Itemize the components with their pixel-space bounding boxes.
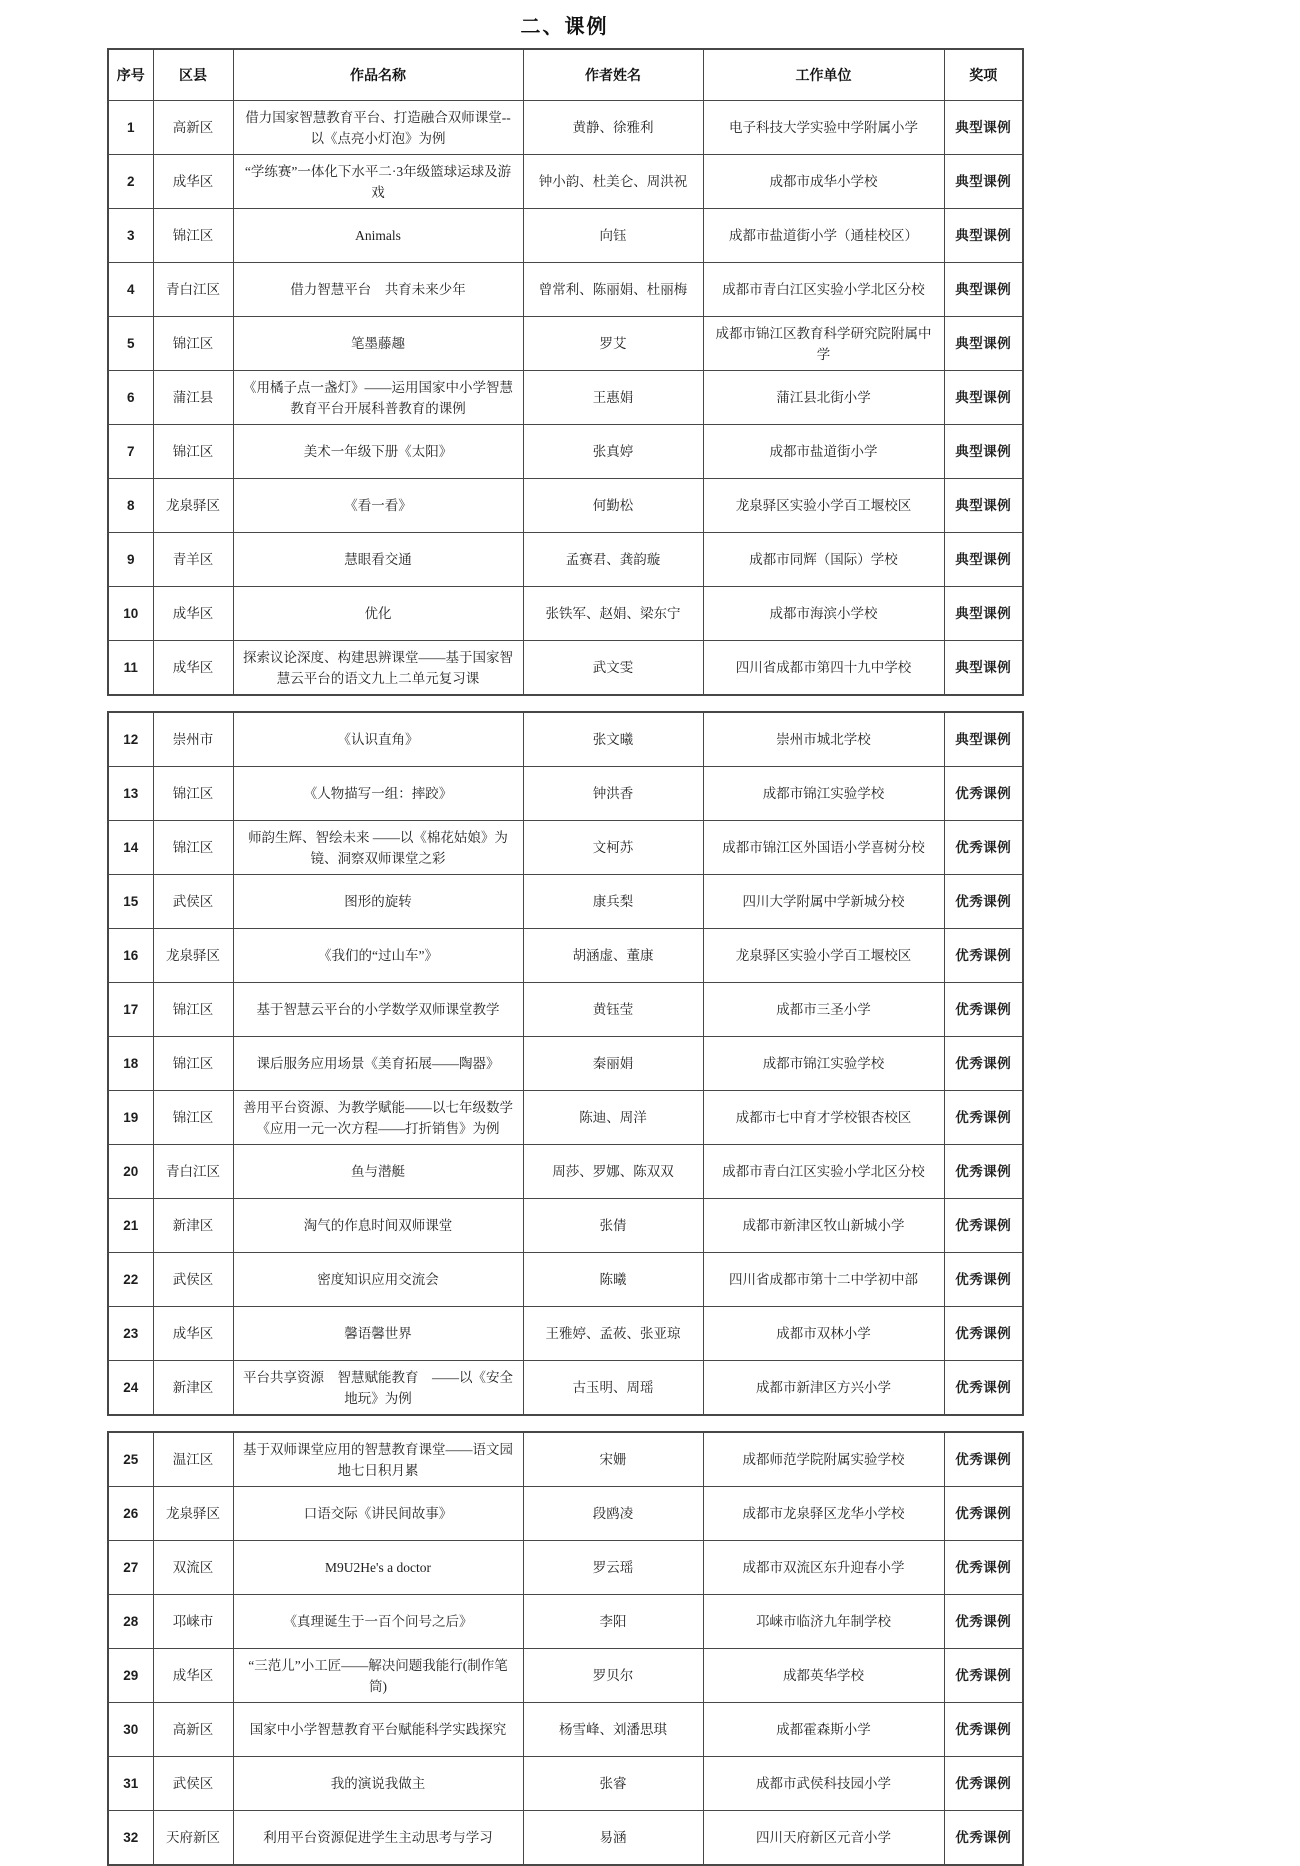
cell-award: 优秀课例 [944, 1595, 1023, 1649]
cell-no: 18 [108, 1037, 153, 1091]
cell-district: 双流区 [153, 1541, 233, 1595]
cell-district: 新津区 [153, 1361, 233, 1416]
cell-authors: 张倩 [523, 1199, 703, 1253]
cell-unit: 成都市盐道街小学（通桂校区） [703, 209, 944, 263]
cell-award: 优秀课例 [944, 1361, 1023, 1416]
cell-award: 典型课例 [944, 209, 1023, 263]
cell-title: 我的演说我做主 [233, 1757, 523, 1811]
cell-district: 武侯区 [153, 875, 233, 929]
cell-no: 31 [108, 1757, 153, 1811]
cell-authors: 王雅婷、孟莜、张亚琼 [523, 1307, 703, 1361]
cell-unit: 成都市锦江区外国语小学喜树分校 [703, 821, 944, 875]
cell-no: 17 [108, 983, 153, 1037]
cell-no: 6 [108, 371, 153, 425]
cell-title: 基于智慧云平台的小学数学双师课堂教学 [233, 983, 523, 1037]
cell-authors: 向钰 [523, 209, 703, 263]
cell-no: 12 [108, 712, 153, 767]
cell-authors: 罗云瑶 [523, 1541, 703, 1595]
cell-no: 23 [108, 1307, 153, 1361]
table-row [108, 101, 1023, 155]
cell-unit: 成都市青白江区实验小学北区分校 [703, 263, 944, 317]
table-row [108, 1541, 1023, 1595]
cell-unit: 成都师范学院附属实验学校 [703, 1432, 944, 1487]
cell-district: 锦江区 [153, 767, 233, 821]
cell-title: M9U2He's a doctor [233, 1541, 523, 1595]
cell-district: 青白江区 [153, 1145, 233, 1199]
cell-district: 蒲江县 [153, 371, 233, 425]
table-row [108, 983, 1023, 1037]
cell-no: 8 [108, 479, 153, 533]
cell-district: 温江区 [153, 1432, 233, 1487]
cell-unit: 成都英华学校 [703, 1649, 944, 1703]
cell-authors: 罗艾 [523, 317, 703, 371]
cell-title: 密度知识应用交流会 [233, 1253, 523, 1307]
cases-table-part-1 [107, 48, 1024, 696]
cell-award: 优秀课例 [944, 1432, 1023, 1487]
cell-title: 基于双师课堂应用的智慧教育课堂——语文园地七日积月累 [233, 1432, 523, 1487]
table-row [108, 587, 1023, 641]
cell-authors: 黄钰莹 [523, 983, 703, 1037]
cell-no: 16 [108, 929, 153, 983]
cell-title: 借力智慧平台 共育未来少年 [233, 263, 523, 317]
cell-unit: 龙泉驿区实验小学百工堰校区 [703, 479, 944, 533]
cell-district: 成华区 [153, 587, 233, 641]
cell-district: 锦江区 [153, 1037, 233, 1091]
cell-district: 成华区 [153, 641, 233, 696]
cell-district: 龙泉驿区 [153, 1487, 233, 1541]
cell-no: 7 [108, 425, 153, 479]
cell-unit: 成都市海滨小学校 [703, 587, 944, 641]
table-row [108, 712, 1023, 767]
cell-district: 锦江区 [153, 1091, 233, 1145]
table-row [108, 1649, 1023, 1703]
cell-authors: 康兵梨 [523, 875, 703, 929]
cell-no: 25 [108, 1432, 153, 1487]
cell-authors: 王惠娟 [523, 371, 703, 425]
cell-no: 21 [108, 1199, 153, 1253]
table-row [108, 1811, 1023, 1866]
header-row [108, 49, 1023, 101]
cell-district: 龙泉驿区 [153, 479, 233, 533]
cell-district: 武侯区 [153, 1757, 233, 1811]
cell-no: 19 [108, 1091, 153, 1145]
cell-district: 锦江区 [153, 209, 233, 263]
cell-district: 邛崃市 [153, 1595, 233, 1649]
cell-authors: 易涵 [523, 1811, 703, 1866]
cell-no: 15 [108, 875, 153, 929]
cell-unit: 蒲江县北街小学 [703, 371, 944, 425]
table-row [108, 371, 1023, 425]
cell-award: 典型课例 [944, 263, 1023, 317]
cell-authors: 陈迪、周洋 [523, 1091, 703, 1145]
cell-district: 崇州市 [153, 712, 233, 767]
cell-title: 笔墨藤趣 [233, 317, 523, 371]
cell-award: 优秀课例 [944, 1649, 1023, 1703]
cell-award: 优秀课例 [944, 929, 1023, 983]
cell-district: 天府新区 [153, 1811, 233, 1866]
document-page [107, 0, 1022, 1866]
table-row [108, 1199, 1023, 1253]
cell-no: 3 [108, 209, 153, 263]
cell-authors: 秦丽娟 [523, 1037, 703, 1091]
table-body-part-3 [108, 1432, 1023, 1865]
cell-title: 利用平台资源促进学生主动思考与学习 [233, 1811, 523, 1866]
table-row [108, 1253, 1023, 1307]
cell-unit: 成都霍森斯小学 [703, 1703, 944, 1757]
table-row [108, 1145, 1023, 1199]
cell-unit: 成都市盐道街小学 [703, 425, 944, 479]
header-district: 区县 [153, 49, 233, 101]
cell-no: 27 [108, 1541, 153, 1595]
cell-no: 1 [108, 101, 153, 155]
cases-table-part-3 [107, 1431, 1024, 1866]
cell-title: 淘气的作息时间双师课堂 [233, 1199, 523, 1253]
cell-title: 美术一年级下册《太阳》 [233, 425, 523, 479]
cell-award: 典型课例 [944, 371, 1023, 425]
cell-authors: 钟洪香 [523, 767, 703, 821]
cell-unit: 邛崃市临济九年制学校 [703, 1595, 944, 1649]
cell-authors: 胡涵虚、董康 [523, 929, 703, 983]
cell-title: 师韵生辉、智绘未来 ——以《棉花姑娘》为镜、洞察双师课堂之彩 [233, 821, 523, 875]
cell-district: 龙泉驿区 [153, 929, 233, 983]
header-authors: 作者姓名 [523, 49, 703, 101]
cell-unit: 四川天府新区元音小学 [703, 1811, 944, 1866]
cell-no: 9 [108, 533, 153, 587]
table-row [108, 875, 1023, 929]
cell-unit: 四川大学附属中学新城分校 [703, 875, 944, 929]
cell-unit: 崇州市城北学校 [703, 712, 944, 767]
cell-no: 5 [108, 317, 153, 371]
cell-district: 高新区 [153, 1703, 233, 1757]
cell-district: 武侯区 [153, 1253, 233, 1307]
cell-authors: 张真婷 [523, 425, 703, 479]
cell-authors: 古玉明、周瑶 [523, 1361, 703, 1416]
cell-authors: 何勤松 [523, 479, 703, 533]
cell-unit: 四川省成都市第四十九中学校 [703, 641, 944, 696]
cell-title: 《认识直角》 [233, 712, 523, 767]
cell-district: 锦江区 [153, 821, 233, 875]
table-row [108, 767, 1023, 821]
cell-authors: 杨雪峰、刘潘思琪 [523, 1703, 703, 1757]
table-row [108, 425, 1023, 479]
cell-unit: 成都市锦江实验学校 [703, 1037, 944, 1091]
cell-title: 借力国家智慧教育平台、打造融合双师课堂--以《点亮小灯泡》为例 [233, 101, 523, 155]
table-body-part-1 [108, 101, 1023, 696]
cell-district: 锦江区 [153, 983, 233, 1037]
cell-title: 国家中小学智慧教育平台赋能科学实践探究 [233, 1703, 523, 1757]
cell-unit: 龙泉驿区实验小学百工堰校区 [703, 929, 944, 983]
cell-no: 13 [108, 767, 153, 821]
table-row [108, 1703, 1023, 1757]
cell-unit: 成都市双林小学 [703, 1307, 944, 1361]
cell-title: 善用平台资源、为教学赋能——以七年级数学《应用一元一次方程——打折销售》为例 [233, 1091, 523, 1145]
cell-award: 优秀课例 [944, 1091, 1023, 1145]
cell-authors: 宋姗 [523, 1432, 703, 1487]
cell-district: 新津区 [153, 1199, 233, 1253]
cell-unit: 成都市双流区东升迎春小学 [703, 1541, 944, 1595]
cell-unit: 成都市同辉（国际）学校 [703, 533, 944, 587]
cell-title: 优化 [233, 587, 523, 641]
cell-title: 图形的旋转 [233, 875, 523, 929]
cell-award: 优秀课例 [944, 1541, 1023, 1595]
cell-unit: 成都市锦江实验学校 [703, 767, 944, 821]
cell-unit: 成都市新津区牧山新城小学 [703, 1199, 944, 1253]
table-row [108, 929, 1023, 983]
table-body-part-2 [108, 712, 1023, 1415]
cell-title: “学练赛”一体化下水平二·3年级篮球运球及游戏 [233, 155, 523, 209]
header-award: 奖项 [944, 49, 1023, 101]
table-row [108, 641, 1023, 696]
cell-unit: 成都市青白江区实验小学北区分校 [703, 1145, 944, 1199]
page-title: 二、课例 [520, 16, 609, 38]
cell-no: 20 [108, 1145, 153, 1199]
cell-district: 成华区 [153, 1307, 233, 1361]
table-row [108, 1307, 1023, 1361]
table-row [108, 479, 1023, 533]
cell-no: 2 [108, 155, 153, 209]
header-unit: 工作单位 [703, 49, 944, 101]
cell-award: 典型课例 [944, 101, 1023, 155]
cell-award: 优秀课例 [944, 821, 1023, 875]
cell-award: 优秀课例 [944, 1037, 1023, 1091]
cell-award: 典型课例 [944, 712, 1023, 767]
cell-title: 《我们的“过山车”》 [233, 929, 523, 983]
header-no: 序号 [108, 49, 153, 101]
cell-title: 口语交际《讲民间故事》 [233, 1487, 523, 1541]
cell-title: 平台共享资源 智慧赋能教育 ——以《安全地玩》为例 [233, 1361, 523, 1416]
cell-title: 慧眼看交通 [233, 533, 523, 587]
cell-authors: 曾常利、陈丽娟、杜丽梅 [523, 263, 703, 317]
cell-title: 馨语馨世界 [233, 1307, 523, 1361]
cell-authors: 张文曦 [523, 712, 703, 767]
cell-award: 典型课例 [944, 425, 1023, 479]
cell-unit: 成都市七中育才学校银杏校区 [703, 1091, 944, 1145]
table-row [108, 317, 1023, 371]
cell-no: 29 [108, 1649, 153, 1703]
table-row [108, 1037, 1023, 1091]
cell-unit: 成都市龙泉驿区龙华小学校 [703, 1487, 944, 1541]
cell-award: 典型课例 [944, 587, 1023, 641]
table-row [108, 263, 1023, 317]
cell-no: 14 [108, 821, 153, 875]
cell-award: 优秀课例 [944, 1487, 1023, 1541]
table-row [108, 1757, 1023, 1811]
cell-district: 成华区 [153, 1649, 233, 1703]
cell-no: 32 [108, 1811, 153, 1866]
cell-authors: 文柯苏 [523, 821, 703, 875]
cell-authors: 陈曦 [523, 1253, 703, 1307]
cell-award: 优秀课例 [944, 1757, 1023, 1811]
cell-authors: 孟赛君、龚韵璇 [523, 533, 703, 587]
cell-district: 成华区 [153, 155, 233, 209]
cell-award: 优秀课例 [944, 1703, 1023, 1757]
cases-table-part-2 [107, 711, 1024, 1416]
cell-authors: 张睿 [523, 1757, 703, 1811]
cell-title: 《真理诞生于一百个问号之后》 [233, 1595, 523, 1649]
cell-award: 优秀课例 [944, 1253, 1023, 1307]
cell-authors: 段鸥凌 [523, 1487, 703, 1541]
table-row [108, 155, 1023, 209]
cell-authors: 张铁军、赵娟、梁东宁 [523, 587, 703, 641]
cell-title: 课后服务应用场景《美育拓展——陶器》 [233, 1037, 523, 1091]
cell-award: 典型课例 [944, 641, 1023, 696]
cell-district: 锦江区 [153, 425, 233, 479]
table-row [108, 1487, 1023, 1541]
cell-no: 26 [108, 1487, 153, 1541]
table-row [108, 1595, 1023, 1649]
cell-authors: 李阳 [523, 1595, 703, 1649]
table-row [108, 1361, 1023, 1416]
cell-authors: 黄静、徐雅利 [523, 101, 703, 155]
cell-award: 优秀课例 [944, 1145, 1023, 1199]
cell-district: 青白江区 [153, 263, 233, 317]
cell-award: 典型课例 [944, 155, 1023, 209]
cell-award: 典型课例 [944, 533, 1023, 587]
cell-no: 10 [108, 587, 153, 641]
cell-title: 《用橘子点一盏灯》——运用国家中小学智慧教育平台开展科普教育的课例 [233, 371, 523, 425]
table-row [108, 1432, 1023, 1487]
cell-no: 30 [108, 1703, 153, 1757]
cell-no: 28 [108, 1595, 153, 1649]
cell-title: Animals [233, 209, 523, 263]
cell-authors: 罗贝尔 [523, 1649, 703, 1703]
cell-title: “三范儿”小工匠——解决问题我能行(制作笔筒) [233, 1649, 523, 1703]
table-row [108, 533, 1023, 587]
cell-award: 优秀课例 [944, 875, 1023, 929]
cell-authors: 武文雯 [523, 641, 703, 696]
cell-unit: 电子科技大学实验中学附属小学 [703, 101, 944, 155]
cell-title: 《看一看》 [233, 479, 523, 533]
cell-authors: 周莎、罗娜、陈双双 [523, 1145, 703, 1199]
cell-unit: 成都市成华小学校 [703, 155, 944, 209]
cell-authors: 钟小韵、杜美仑、周洪祝 [523, 155, 703, 209]
cell-award: 优秀课例 [944, 983, 1023, 1037]
cell-unit: 四川省成都市第十二中学初中部 [703, 1253, 944, 1307]
table-row [108, 821, 1023, 875]
cell-unit: 成都市新津区方兴小学 [703, 1361, 944, 1416]
cell-no: 11 [108, 641, 153, 696]
cell-district: 青羊区 [153, 533, 233, 587]
cell-no: 4 [108, 263, 153, 317]
cell-award: 典型课例 [944, 317, 1023, 371]
cell-award: 典型课例 [944, 479, 1023, 533]
header-title: 作品名称 [233, 49, 523, 101]
cell-title: 鱼与潜艇 [233, 1145, 523, 1199]
cell-award: 优秀课例 [944, 767, 1023, 821]
cell-title: 《人物描写一组：摔跤》 [233, 767, 523, 821]
cell-no: 24 [108, 1361, 153, 1416]
cell-district: 高新区 [153, 101, 233, 155]
cell-award: 优秀课例 [944, 1199, 1023, 1253]
cell-award: 优秀课例 [944, 1811, 1023, 1866]
cell-title: 探索议论深度、构建思辨课堂——基于国家智慧云平台的语文九上二单元复习课 [233, 641, 523, 696]
table-row [108, 209, 1023, 263]
cell-award: 优秀课例 [944, 1307, 1023, 1361]
cell-unit: 成都市三圣小学 [703, 983, 944, 1037]
cell-unit: 成都市锦江区教育科学研究院附属中学 [703, 317, 944, 371]
table-row [108, 1091, 1023, 1145]
cell-no: 22 [108, 1253, 153, 1307]
cell-district: 锦江区 [153, 317, 233, 371]
cell-unit: 成都市武侯科技园小学 [703, 1757, 944, 1811]
